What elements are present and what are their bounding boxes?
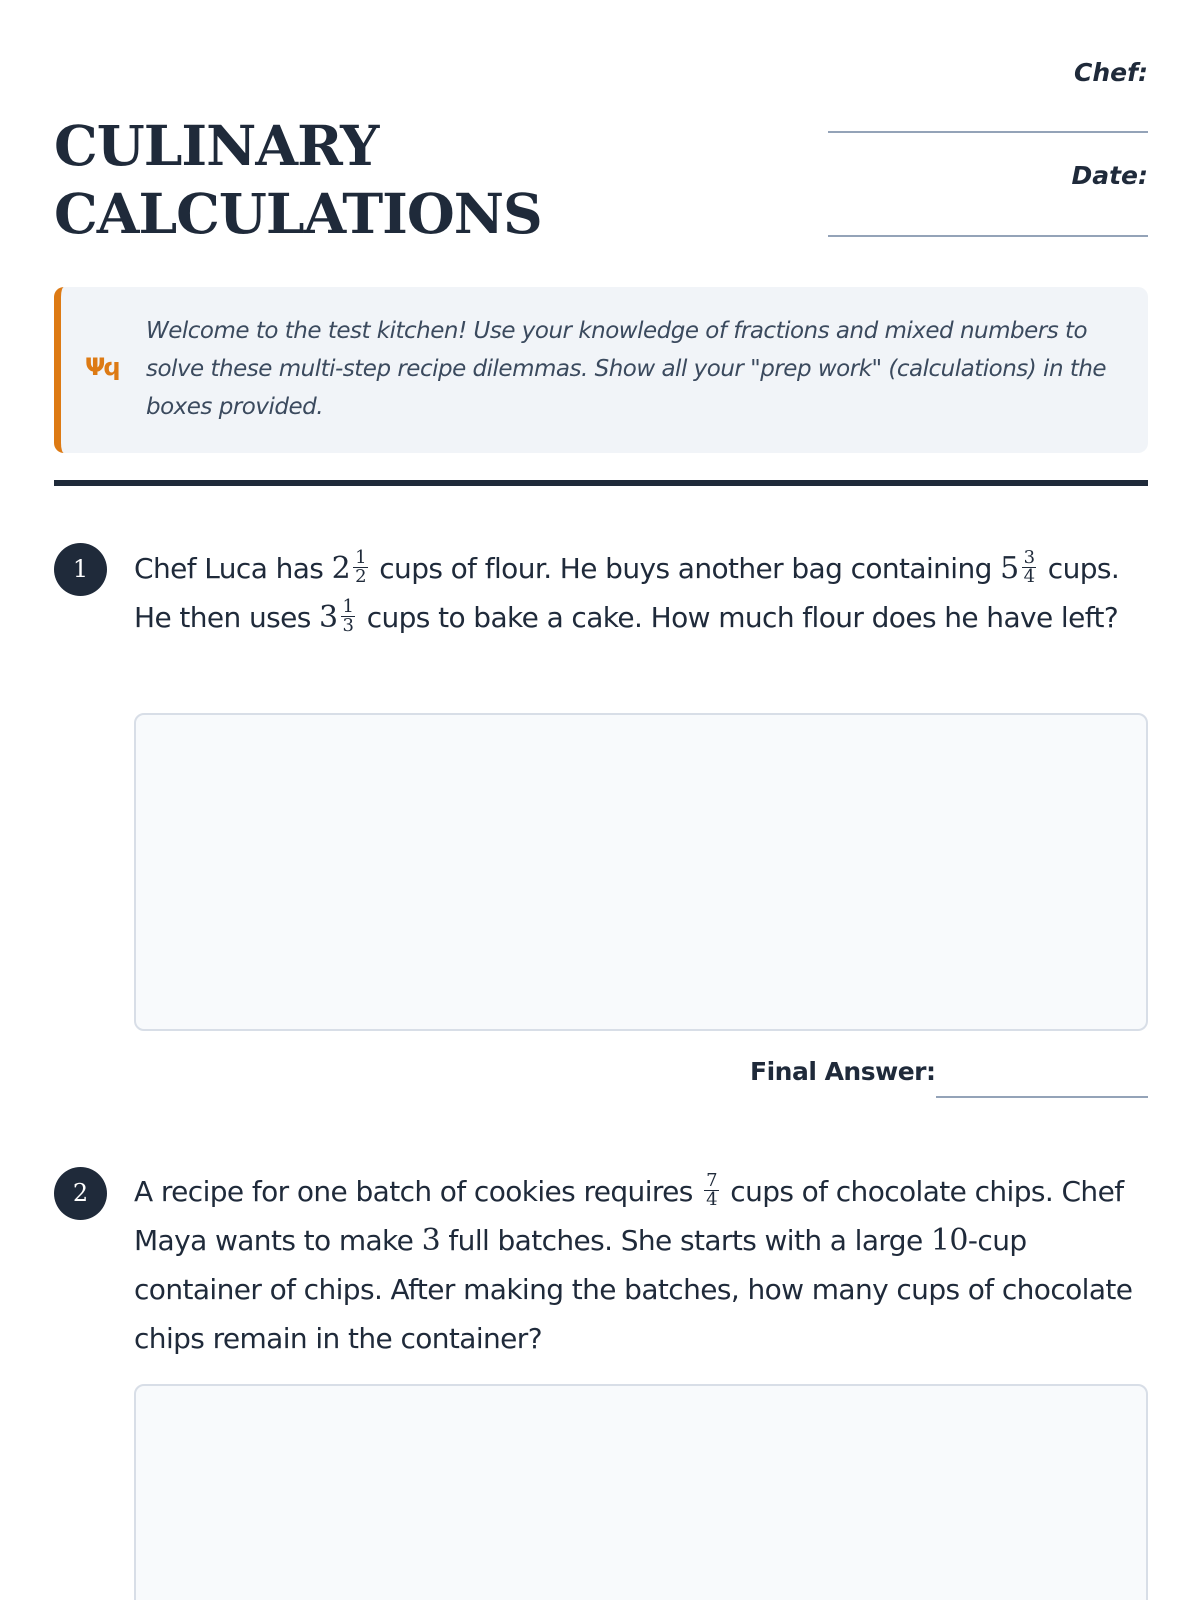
work-box-2[interactable] (134, 1384, 1148, 1600)
q1-fraction-2: $\frac{3}{4}$ (1023, 546, 1035, 587)
q1-text-part: Chef Luca has (134, 552, 332, 585)
intro-callout (54, 287, 1148, 453)
q2-value-2: 10 (930, 1223, 968, 1258)
section-divider (54, 480, 1148, 486)
title-line-1: CULINARY (54, 113, 379, 178)
q2-text-part: -cup container of chips. After making the batches, how many cups of chocolate chips remain in the container? (134, 1224, 1133, 1355)
q2-text-part: A recipe for one batch of cookies requires (134, 1175, 702, 1208)
q2-text-part: full batches. She starts with a large (440, 1224, 931, 1257)
question-number-1: 1 (54, 543, 107, 596)
q1-fraction-1: $\frac{1}{2}$ (355, 546, 366, 587)
q2-value-1: 3 (421, 1223, 441, 1258)
question-text-1 (134, 544, 1148, 642)
intro-text: Welcome to the test kitchen! Use your knowledge of fractions and mixed numbers to solve these multi-step recipe dilemmas. Show all your "prep work" (calculations) in the boxes provided. (146, 318, 1107, 420)
title-line-2: CALCULATIONS (54, 181, 542, 246)
date-line[interactable] (828, 235, 1148, 237)
q1-whole-1: 2 (331, 551, 351, 586)
final-answer-line-1[interactable] (936, 1096, 1148, 1098)
q1-text-part: cups to bake a cake. How much flour does he have left? (358, 601, 1119, 634)
worksheet-title (54, 112, 542, 248)
final-answer-label-1: Final Answer: (750, 1057, 936, 1086)
q1-fraction-3: $\frac{1}{3}$ (342, 595, 354, 636)
q1-text-part: cups of flour. He buys another bag containing (370, 552, 1001, 585)
q2-text-part: cups of chocolate chips. Chef Maya wants to make (134, 1175, 1124, 1257)
q1-text-part: cups. He then uses (134, 552, 1120, 634)
work-box-1[interactable] (134, 713, 1148, 1031)
chef-name-line[interactable] (828, 131, 1148, 133)
q1-whole-3: 3 (319, 600, 338, 635)
date-label: Date: (1071, 161, 1148, 190)
question-text-2 (134, 1167, 1148, 1363)
question-number-2: 2 (54, 1167, 107, 1220)
chef-label: Chef: (1074, 58, 1148, 87)
q1-whole-2: 5 (1000, 551, 1019, 586)
q2-fraction-1: $\frac{7}{4}$ (706, 1169, 717, 1210)
fork-knife-icon: Ψϥ (85, 353, 119, 381)
